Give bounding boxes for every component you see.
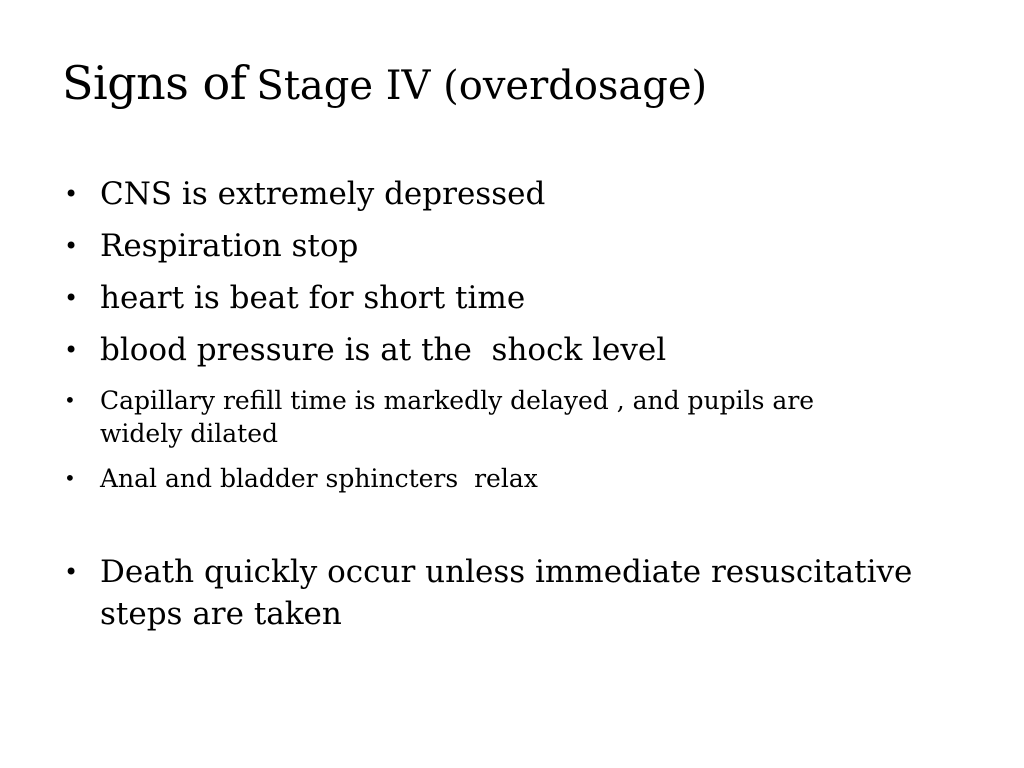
title-lead: Signs of (62, 56, 247, 110)
bullet-icon: • (64, 336, 79, 364)
bullet-item-sphincters (62, 462, 962, 495)
bullet-item-death (62, 551, 962, 635)
bullet-icon: • (64, 558, 79, 586)
bullet-item-capillary (62, 384, 962, 450)
bullet-icon: • (64, 232, 79, 260)
bullet-icon: • (64, 180, 79, 208)
bullet-icon: • (64, 284, 79, 312)
bullet-text: blood pressure is at the shock level (100, 332, 667, 368)
bullet-item-cns (62, 176, 962, 212)
bullet-icon: • (64, 466, 76, 490)
bullet-text: Anal and bladder sphincters relax (100, 464, 538, 493)
bullet-text: Capillary refill time is markedly delayed , and pupils are widely dilated (100, 386, 815, 448)
bullet-list (62, 176, 962, 635)
bullet-item-blood-pressure (62, 332, 962, 368)
title-rest: Stage IV (overdosage) (256, 63, 708, 109)
bullet-item-respiration (62, 228, 962, 264)
bullet-text: Death quickly occur unless immediate resuscitative steps are taken (100, 554, 913, 632)
bullet-icon: • (64, 388, 76, 412)
bullet-item-heart (62, 280, 962, 316)
bullet-text: heart is beat for short time (100, 280, 526, 316)
slide-title (62, 58, 962, 109)
bullet-text: CNS is extremely depressed (100, 176, 546, 212)
bullet-text: Respiration stop (100, 228, 359, 264)
